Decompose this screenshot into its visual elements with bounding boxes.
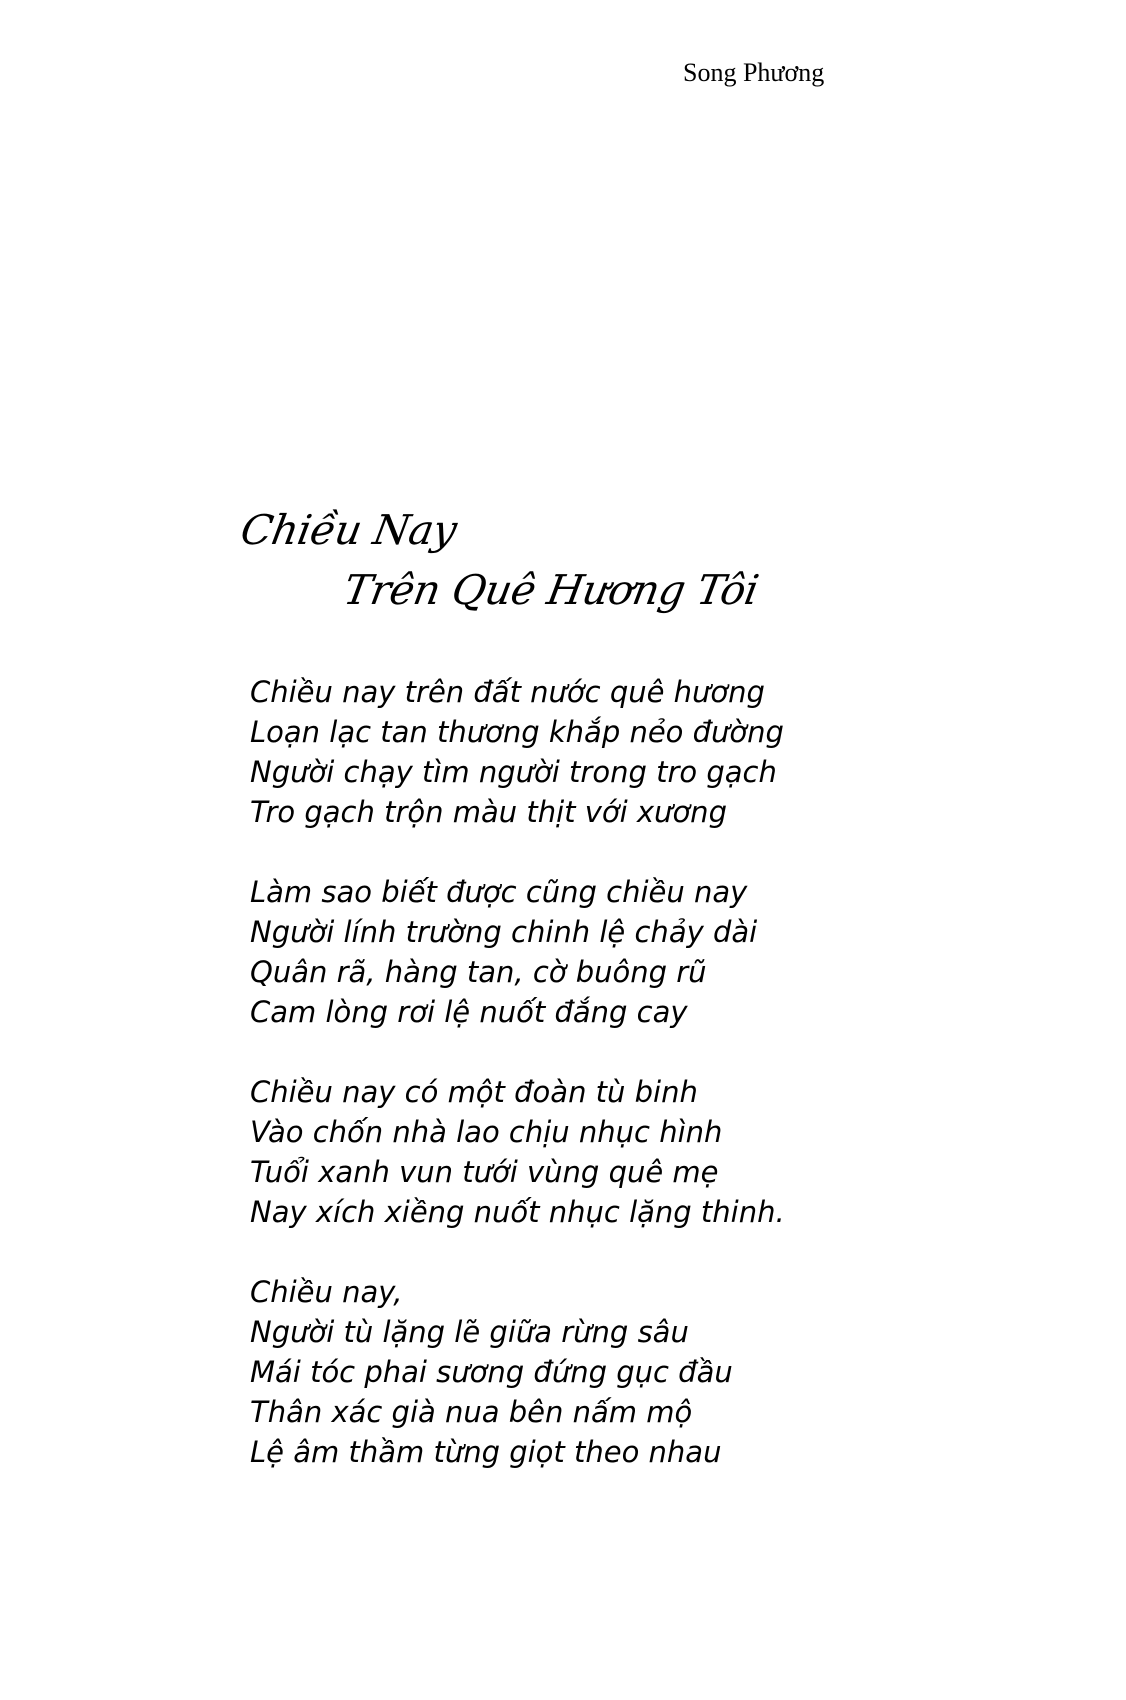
stanza-4	[250, 1272, 890, 1472]
verse-line: Tuổi xanh vun tưới vùng quê mẹ	[250, 1155, 719, 1189]
verse-line: Chiều nay,	[250, 1275, 403, 1309]
verse-line: Nay xích xiềng nuốt nhục lặng thinh.	[250, 1195, 785, 1229]
verse-line: Chiều nay trên đất nước quê hương	[250, 675, 765, 709]
verse-line: Người lính trường chinh lệ chảy dài	[250, 915, 758, 949]
verse-line: Chiều nay có một đoàn tù binh	[250, 1075, 698, 1109]
verse-line: Thân xác già nua bên nấm mộ	[250, 1395, 693, 1429]
stanza-3	[250, 1072, 890, 1232]
poem-title-line-2: Trên Quê Hương Tôi	[340, 566, 762, 614]
verse-line: Người tù lặng lẽ giữa rừng sâu	[250, 1315, 689, 1349]
verse-line: Vào chốn nhà lao chịu nhục hình	[250, 1115, 723, 1149]
verse-line: Tro gạch trộn màu thịt với xương	[250, 795, 727, 829]
poem-body	[250, 672, 890, 1472]
poem-title	[236, 500, 876, 620]
verse-line: Người chạy tìm người trong tro gạch	[250, 755, 777, 789]
author-name: Song Phương	[683, 58, 825, 87]
verse-line: Mái tóc phai sương đứng gục đầu	[250, 1355, 733, 1389]
stanza-1	[250, 672, 890, 832]
stanza-2	[250, 872, 890, 1032]
poem-title-line-1: Chiều Nay	[237, 506, 461, 554]
verse-line: Cam lòng rơi lệ nuốt đắng cay	[250, 995, 688, 1029]
verse-line: Loạn lạc tan thương khắp nẻo đường	[250, 715, 784, 749]
verse-line: Làm sao biết được cũng chiều nay	[250, 875, 748, 909]
verse-line: Lệ âm thầm từng giọt theo nhau	[250, 1435, 722, 1469]
verse-line: Quân rã, hàng tan, cờ buông rũ	[250, 955, 707, 989]
